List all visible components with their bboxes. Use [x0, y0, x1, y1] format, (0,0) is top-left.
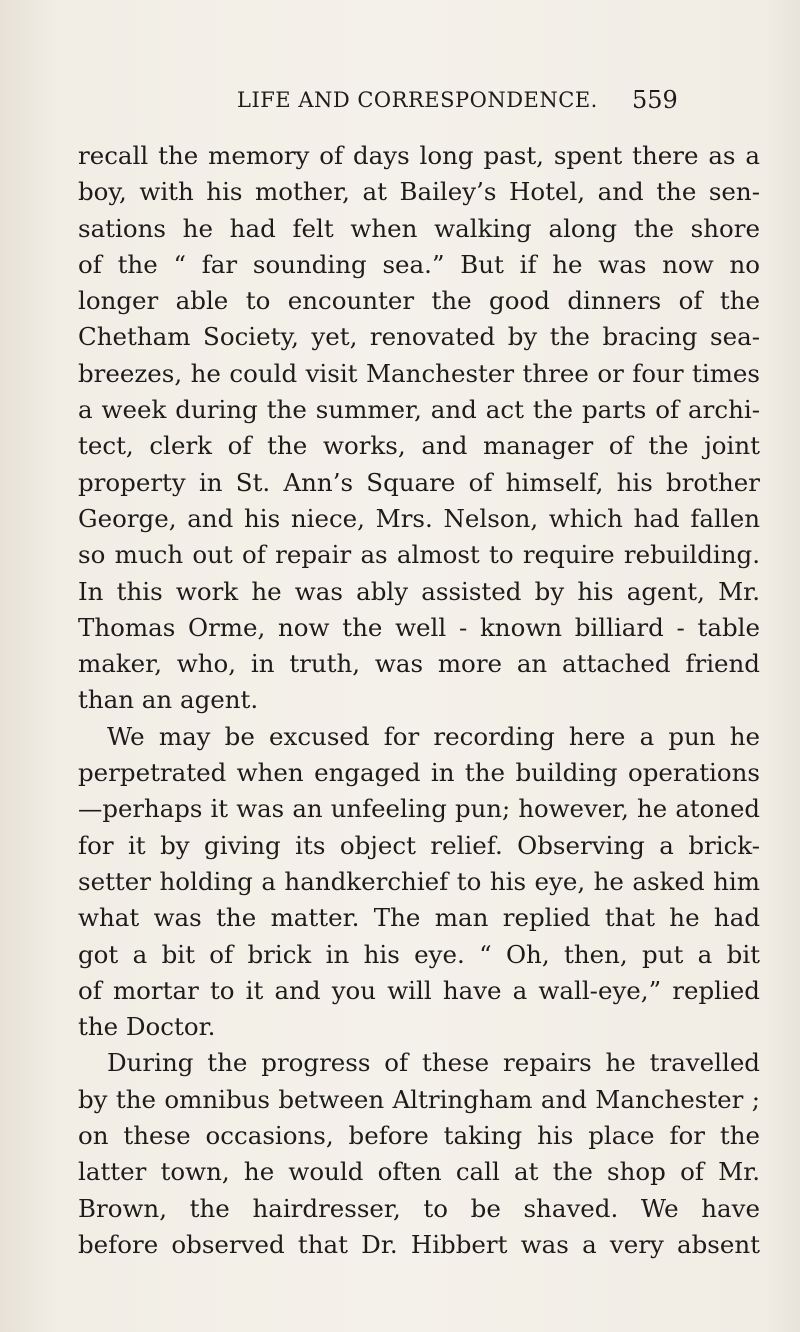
text-line: on these occasions, before taking his place for the: [78, 1121, 760, 1151]
text-line: —perhaps it was an unfeeling pun; however, he atoned: [78, 794, 760, 824]
text-line: perpetrated when engaged in the building operations: [78, 758, 760, 788]
text-line: sations he had felt when walking along the shore: [78, 213, 760, 243]
text-line: so much out of repair as almost to require rebuilding.: [78, 540, 760, 570]
text-line: breezes, he could visit Manchester three or four times: [78, 358, 760, 388]
text-line: got a bit of brick in his eye. “ Oh, then, put a bit: [78, 939, 760, 969]
text-line: recall the memory of days long past, spent there as a: [78, 141, 760, 170]
text-line: In this work he was ably assisted by his agent, Mr.: [78, 576, 760, 606]
text-line: what was the matter. The man replied that he had: [78, 903, 760, 933]
text-line: longer able to encounter the good dinners of the: [78, 286, 760, 316]
text-line: before observed that Dr. Hibbert was a very absent: [78, 1229, 760, 1259]
running-header: [0, 88, 800, 124]
text-line: property in St. Ann’s Square of himself, his brother: [78, 467, 760, 497]
text-line: a week during the summer, and act the parts of archi-: [78, 395, 760, 425]
text-line: setter holding a handkerchief to his eye, he asked him: [78, 866, 760, 896]
text-line: maker, who, in truth, was more an attached friend: [78, 649, 760, 679]
body-text: [78, 138, 760, 1263]
paragraph-end-line: than an agent.: [78, 685, 259, 715]
paragraph-start-line: During the progress of these repairs he travelled: [107, 1048, 760, 1078]
text-line: Chetham Society, yet, renovated by the bracing sea-: [78, 322, 760, 352]
text-line: Brown, the hairdresser, to be shaved. We have: [78, 1193, 760, 1223]
page-number: 559: [632, 86, 678, 114]
text-line: latter town, he would often call at the shop of Mr.: [78, 1157, 760, 1187]
running-title: LIFE AND CORRESPONDENCE.: [237, 88, 598, 112]
text-line: by the omnibus between Altringham and Manchester ;: [78, 1084, 760, 1114]
paragraph-end-line: the Doctor.: [78, 1012, 216, 1042]
text-line: for it by giving its object relief. Observing a brick-: [78, 830, 760, 860]
text-line: of the “ far sounding sea.” But if he was now no: [78, 249, 760, 279]
text-line: George, and his niece, Mrs. Nelson, which had fallen: [78, 503, 760, 533]
text-line: of mortar to it and you will have a wall-eye,” replied: [78, 975, 760, 1005]
text-line: Thomas Orme, now the well - known billiard - table: [78, 612, 760, 642]
text-line: tect, clerk of the works, and manager of the joint: [78, 431, 760, 461]
paragraph-start-line: We may be excused for recording here a pun he: [107, 721, 760, 751]
text-line: boy, with his mother, at Bailey’s Hotel, and the sen-: [78, 177, 760, 207]
